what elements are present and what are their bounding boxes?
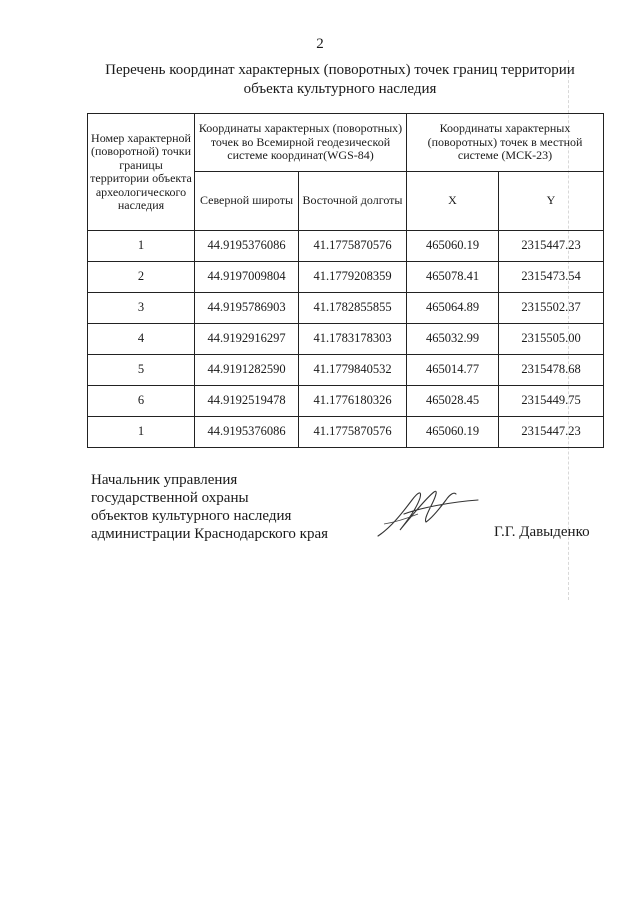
cell-y: 2315505.00 (499, 324, 604, 355)
cell-latitude: 44.9192916297 (195, 324, 299, 355)
cell-y: 2315473.54 (499, 262, 604, 293)
cell-longitude: 41.1782855855 (299, 293, 407, 324)
cell-latitude: 44.9195786903 (195, 293, 299, 324)
signatory-name: Г.Г. Давыденко (494, 524, 590, 540)
cell-point-number: 1 (88, 417, 195, 448)
header-east-longitude: Восточной долготы (299, 172, 407, 231)
title-line-1: Перечень координат характерных (поворотных) точек границ территории (105, 62, 575, 78)
cell-point-number: 4 (88, 324, 195, 355)
document-title (90, 61, 590, 99)
cell-point-number: 6 (88, 386, 195, 417)
cell-x: 465064.89 (407, 293, 499, 324)
cell-point-number: 2 (88, 262, 195, 293)
cell-y: 2315447.23 (499, 417, 604, 448)
cell-x: 465060.19 (407, 417, 499, 448)
page-number: 2 (316, 36, 324, 52)
cell-point-number: 1 (88, 231, 195, 262)
cell-latitude: 44.9195376086 (195, 231, 299, 262)
signatory-line-2: государственной охраны (91, 490, 249, 506)
cell-latitude: 44.9195376086 (195, 417, 299, 448)
table-row (88, 262, 604, 293)
cell-y: 2315502.37 (499, 293, 604, 324)
cell-longitude: 41.1775870576 (299, 417, 407, 448)
cell-latitude: 44.9191282590 (195, 355, 299, 386)
header-msk23-group: Координаты характерных (поворотных) точек в местной системе (МСК-23) (407, 114, 604, 172)
header-x: X (407, 172, 499, 231)
table-row (88, 355, 604, 386)
cell-x: 465078.41 (407, 262, 499, 293)
table-row (88, 293, 604, 324)
header-wgs84-group: Координаты характерных (поворотных) точек во Всемирной геодезической системе координат(WGS-84) (195, 114, 407, 172)
cell-x: 465028.45 (407, 386, 499, 417)
cell-longitude: 41.1779208359 (299, 262, 407, 293)
header-y: Y (499, 172, 604, 231)
title-line-2: объекта культурного наследия (243, 81, 437, 97)
header-point-number: Номер характерной (поворотной) точки границы территории объекта археологического наследия (88, 114, 195, 231)
cell-y: 2315478.68 (499, 355, 604, 386)
table-row (88, 231, 604, 262)
cell-latitude: 44.9197009804 (195, 262, 299, 293)
cell-y: 2315447.23 (499, 231, 604, 262)
header-north-latitude: Северной широты (195, 172, 299, 231)
signatory-line-3: объектов культурного наследия (91, 508, 292, 524)
cell-x: 465014.77 (407, 355, 499, 386)
cell-y: 2315449.75 (499, 386, 604, 417)
signatory-line-4: администрации Краснодарского края (91, 526, 329, 542)
table-row (88, 386, 604, 417)
table-row (88, 417, 604, 448)
cell-x: 465032.99 (407, 324, 499, 355)
cell-point-number: 5 (88, 355, 195, 386)
cell-x: 465060.19 (407, 231, 499, 262)
cell-latitude: 44.9192519478 (195, 386, 299, 417)
coordinates-table (87, 113, 604, 448)
cell-longitude: 41.1776180326 (299, 386, 407, 417)
signatory-position (91, 471, 328, 543)
table-row (88, 324, 604, 355)
signatory-line-1: Начальник управления (91, 472, 238, 488)
cell-longitude: 41.1779840532 (299, 355, 407, 386)
cell-longitude: 41.1775870576 (299, 231, 407, 262)
cell-point-number: 3 (88, 293, 195, 324)
handwritten-signature (370, 478, 480, 548)
cell-longitude: 41.1783178303 (299, 324, 407, 355)
